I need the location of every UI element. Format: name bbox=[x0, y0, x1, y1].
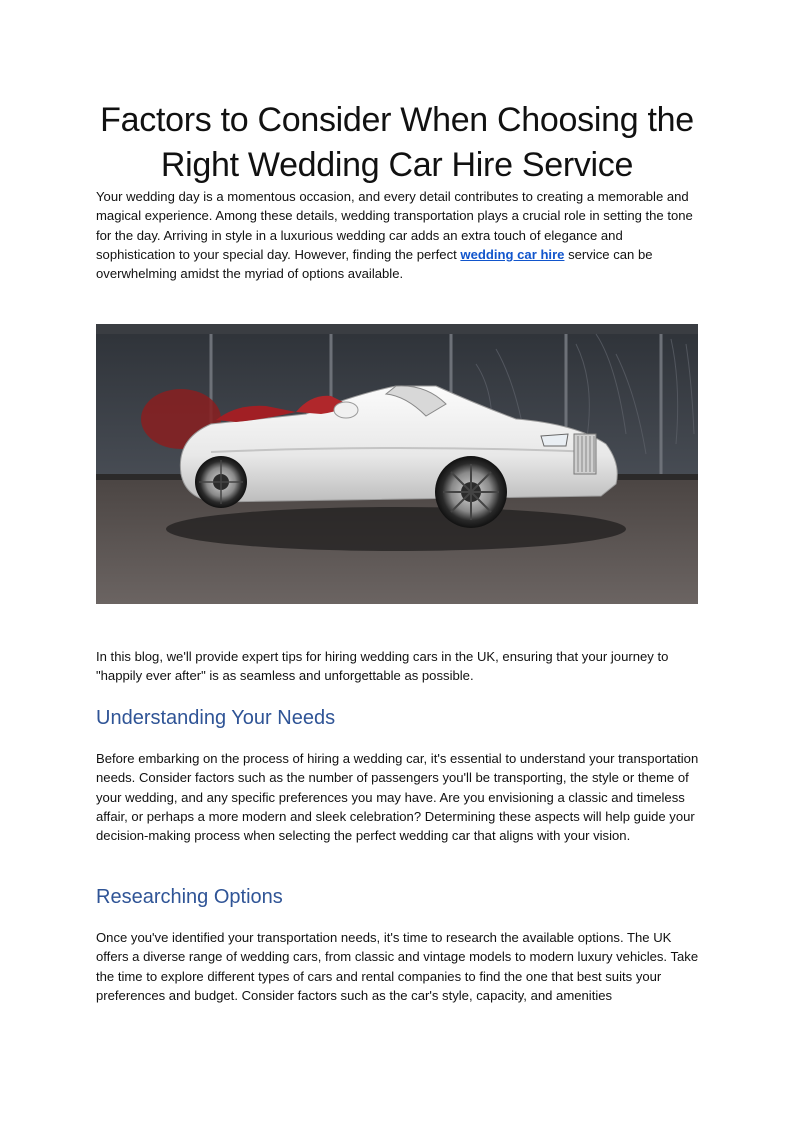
intro-text-after-link: service can be overwhelming amidst the myriad of options available. bbox=[96, 246, 653, 282]
section-body-researching-options: Once you've identified your transportation needs, it's time to research the available options. The UK offers a diverse range of wedding cars, from classic and vintage models to modern luxury vehicles. Take the time to explore different types of cars and rental companies to find the one that best suits your preferences and budget. Consider factors such as the car's style, capacity, and amenities bbox=[96, 930, 699, 1003]
car-illustration bbox=[96, 324, 698, 604]
wedding-car-photo bbox=[96, 324, 698, 604]
page-title: Factors to Consider When Choosing the Right Wedding Car Hire Service bbox=[100, 101, 694, 184]
intro-paragraph bbox=[96, 187, 700, 283]
section-body-understanding-needs: Before embarking on the process of hiring a wedding car, it's essential to understand your transportation needs. Consider factors such as the number of passengers you'll be transporting, the style or theme of your wedding, and any specific preferences you may have. Are you envisioning a classic and timeless affair, or perhaps a more modern and sleek celebration? Determining these aspects will help guide your decision-making process when selecting the perfect wedding car that aligns with your vision. bbox=[96, 751, 699, 844]
blog-intro-paragraph: In this blog, we'll provide expert tips for hiring wedding cars in the UK, ensuring that your journey to "happily ever after" is as seamless and unforgettable as possible. bbox=[96, 649, 669, 684]
section-heading-researching-options: Researching Options bbox=[96, 886, 283, 908]
wedding-car-hire-link[interactable]: wedding car hire bbox=[460, 246, 565, 262]
section-heading-understanding-needs: Understanding Your Needs bbox=[96, 707, 336, 729]
intro-text-before-link: Your wedding day is a momentous occasion, and every detail contributes to creating a memorable and magical experience. Among these details, wedding transportation plays a crucial role in setting the tone for the day. Arriving in style in a luxurious wedding car adds an extra touch of elegance and sophistication to your special day. However, finding the perfect bbox=[96, 189, 693, 262]
